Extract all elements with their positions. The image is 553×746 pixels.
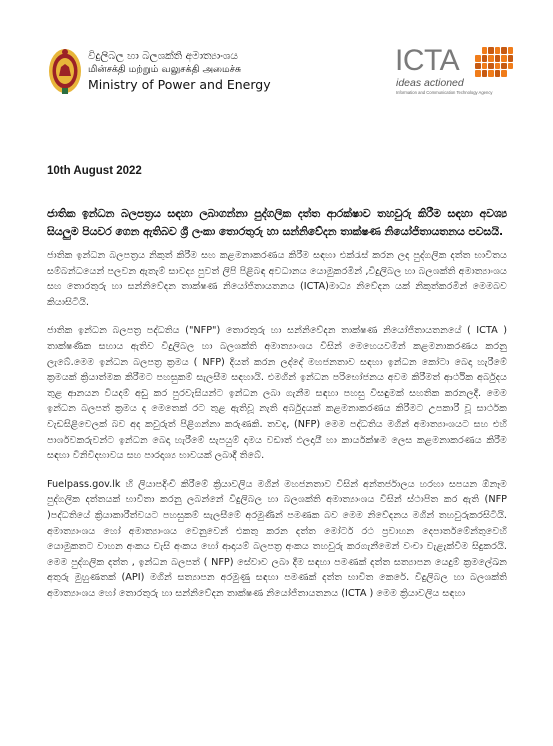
icta-subtitle: Information and Communication Technology Agency <box>396 90 493 95</box>
sri-lanka-emblem-icon <box>47 45 83 97</box>
ministry-name-block <box>88 49 271 92</box>
icta-tagline: ideas actioned <box>396 77 464 89</box>
document-body <box>47 205 507 614</box>
paragraph-1: ජාතික ඉන්ධන බලපත්‍රය නිකුත් කිරීම සහ කළමනාකරණය කිරීම සඳහා එක්රැස් කරන ලද පුද්ගලික දත්ත භාවිතය සම්බන්ධයෙන් පලවන ඇතැම් සාවද්‍ය පුවත් ලිපි පිළිබඳ අවධානය යොමුකරමින් ,විදුලිබල හා බලශක්ති අමාත්‍යාංශය සහ තොරතුරු හා සන්නිවේදන තාක්ෂණ නියෝජිතායතනය (ICTA)මාධ්‍ය නිවේදන යක් නිකුත්කරමින් මෙමබව කියාසිටියි. <box>47 250 507 308</box>
icta-logo <box>395 46 513 104</box>
icta-logo-text: ICTA <box>395 44 460 77</box>
paragraph-2: ජාතික ඉන්ධන බලපත්‍ර පද්ධතිය ("NFP") තොරතුරු හා සන්නිවේදන තාක්ෂණ නියෝජිතායතනයේ ( ICTA ) තාක්ෂණික සහාය ඇතිව විදුලිබල හා බලශක්ති අමාත්‍යාංශය විසින් මෙහෙයවමින් කළමනාකරණය කරනු ලැබේ.මෙම ඉන්ධන බලපත්‍ර ක්‍රමය ( NFP) දියත් කරන ලද්දේ මහජනතාව සඳහා ඉන්ධන කෝටා බෙදා හැරීමේ ක්‍රමයක් ක්‍රියාත්මක කිරීමට පහසුකම් සැලසීම සඳහායි. එමගින් ඉන්ධන පරිභෝජනය අවම කිරීමත් ආර්ථික අර්බුදය තුළ ආනයන වියදම් අඩු කර පුරවැසියන්ට ඉන්ධන ලබා ගැනීම සඳහා පහසු විසඳුමක් සහතික කරනලදී. මෙම ඉන්ධන බලපත් ක්‍රමය ද මෙතෙක් රට තුළ ඇතිවූ නැති අර්බුදයක් කළමනාකරණය කිරීමට උපකාරී වූ සාර්ථක වැඩසිළිවෙලක් බව අද කවුරුත් පිළිගන්නා කරුණකි. තවද, (NFP) මෙම පද්ධතිය මගින් අමාත්‍යාංශයට සහ එහි පාර්ශවකරුවන්ට ඉන්ධන බෙදා හැරීමේ සැපයුම් දාමය වඩාත් ඵලදායී හා කාර්යක්ෂම ලෙස කළමනාකරණය කිරීම සඳහා විනිවිදභාවය සහ පාරදෘශ්‍ය භාවයක් ලබාදී තිබේ. <box>47 325 507 462</box>
ministry-name-english: Ministry of Power and Energy <box>88 77 271 92</box>
document-date: 10th August 2022 <box>47 165 142 177</box>
ministry-name-tamil: மின்சக்தி மற்றும் வலுசக்தி அமைச்சு <box>88 64 242 75</box>
ministry-name-sinhala: විදුලිබල හා බලශක්ති අමාත්‍යාංශය <box>88 50 238 62</box>
paragraph-3: Fuelpass.gov.lk හි ලියාපදිංචි කිරීමේ ක්‍රියාවලිය මගින් මහජනතාව විසින් අන්තර්ජාලය හරහා සපයන ඕනෑම පුද්ගලික දත්තයක් භාවිතා කරනු ලබන්නේ විදුලිබල හා බලශක්ති අමාත්‍යාංශය විසින් ස්ථාපිත කර ඇති (NFP )පද්ධතියේ ක්‍රියාකාරීත්වයට පහසුකම් සැලසීමේ අරමුණින් පමණක බව මෙම නිවේදනය මගින් තහවුරුකරසිටියි. අමාත්‍යාංශය හෝ අමාත්‍යාංශය වෙනුවෙන් එකතු කරන දත්ත මෝටර් රථ ප්‍රවාහන දෙපාර්තමේන්තුවෙහි යොමුකතට වාහන අංකය චැසි අංකය හෝ ආදායම් බලපත්‍ර අංකය තහවුරු කරගැනීමෙන් වංචා වැළැක්වීම සිදුකරයි. මෙම පුද්ගලික දත්ත , ඉන්ධන බලපත් ( NFP) සේවාව ලබා දීම සඳහා පමණක් දත්ත සත්‍යාපන යෙදුම් ක්‍රමලේඛන අතුරු මුහුණතක් (API) මගින් සත්‍යාපන අරමුණු සඳහා පමණක් දත්ත භාවිත කෙරේ. විදුලිබල හා බලශක්ති අමාත්‍යාංශය හෝ තොරතුරු හා සන්නිවේදන තාක්ෂණ නියෝජිතායතනය (ICTA ) මෙම ක්‍රියාවලිය සඳහා <box>47 478 507 599</box>
letterhead <box>0 0 553 105</box>
icta-logo-mark-icon <box>475 47 513 77</box>
document-title: ජාතික ඉන්ධන බලපත්‍රය සඳහා ලබාගන්නා පුද්ගලික දත්ත ආරක්ෂාව තහවුරු කිරීම සඳහා අවශ්‍ය සියලුම පියවර ගෙන ඇතිබව ශ්‍රී ලංකා තොරතුරු හා සන්නිවේදන තාක්ෂණ නියෝජිතායතනය පවසයි. <box>47 207 507 238</box>
